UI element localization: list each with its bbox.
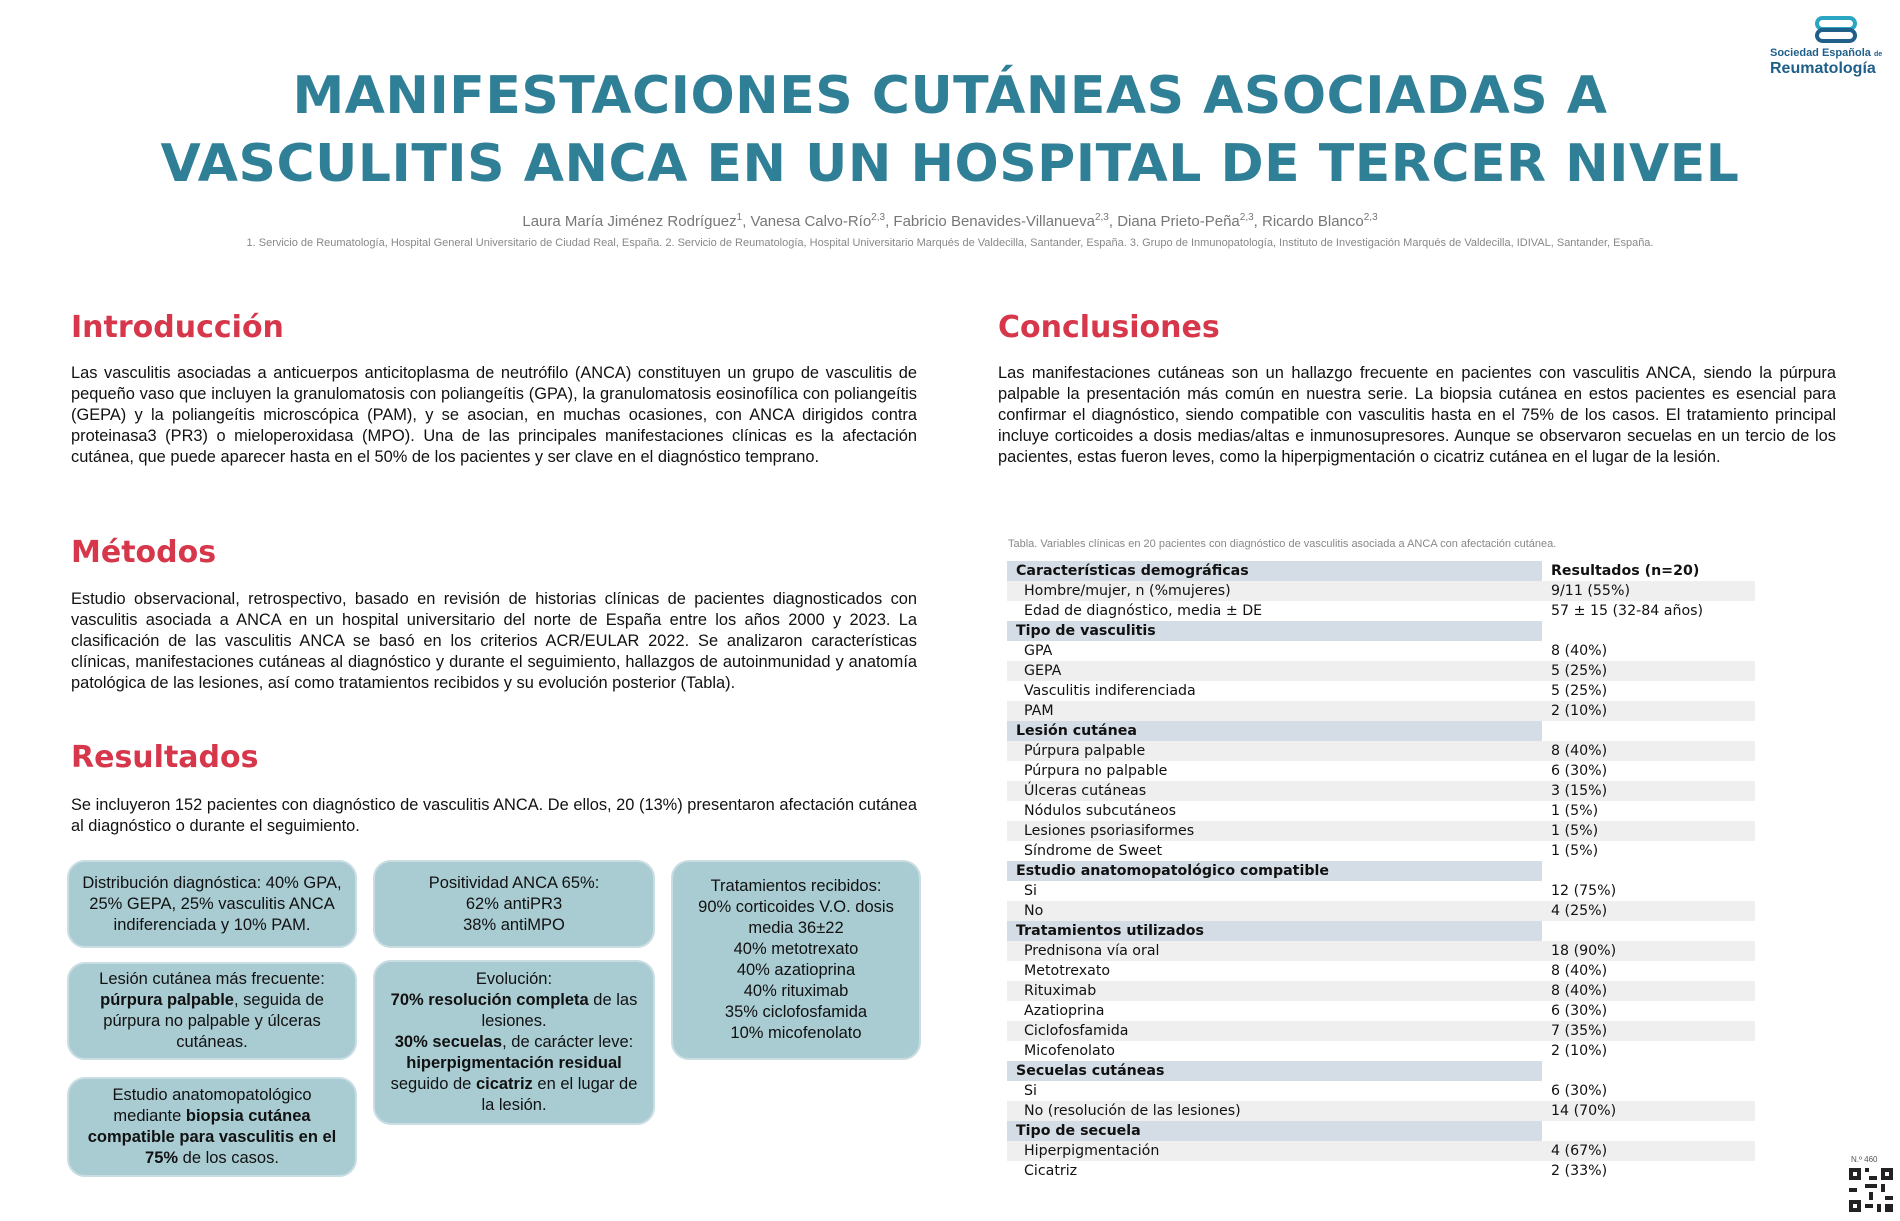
table-row (1007, 1081, 1755, 1101)
table-cell-result: 8 (40%) (1551, 643, 1608, 659)
table-row (1007, 581, 1755, 601)
table-cell-result: 7 (35%) (1542, 1021, 1755, 1041)
table-cell-result: 14 (70%) (1542, 1101, 1755, 1121)
table-cell-variable: Nódulos subcutáneos (1024, 803, 1177, 819)
anca-line: Positividad ANCA 65%: (428, 873, 600, 892)
table-section-row (1007, 721, 1755, 741)
table-section-row (1007, 921, 1755, 941)
table-row (1007, 841, 1755, 861)
treatment-line: 90% corticoides V.O. dosis media 36±22 (698, 898, 894, 937)
table-cell-result: 1 (5%) (1551, 843, 1599, 859)
poster-title-line1: MANIFESTACIONES CUTÁNEAS ASOCIADAS A (292, 66, 1608, 126)
table-row (1007, 781, 1755, 801)
table-row (1007, 981, 1755, 1001)
treatment-line: 10% micofenolato (730, 1024, 862, 1042)
distribution-text: Distribución diagnóstica: 40% GPA, 25% GEPA, 25% vasculitis ANCA indiferenciada y 10% PAM. (82, 873, 342, 934)
table-cell-variable: Si (1024, 1083, 1037, 1099)
poster-number: N.º 460 (1851, 1155, 1878, 1164)
table-cell-variable: PAM (1007, 701, 1542, 721)
logo-line2: Reumatología (1770, 60, 1876, 77)
results-text: Se incluyeron 152 pacientes con diagnóstico de vasculitis ANCA. De ellos, 20 (13%) presentaron afectación cutánea al diagnóstico o durante el seguimiento. (71, 796, 917, 835)
table-row (1007, 661, 1755, 681)
table-column-header (1542, 861, 1755, 881)
author: Vanesa Calvo-Río$^{2,3}$, (750, 212, 894, 230)
table-cell-variable: Cicatriz (1024, 1163, 1078, 1179)
table-row (1007, 641, 1755, 661)
treatment-line: 40% azatioprina (736, 961, 856, 979)
table-row (1007, 821, 1755, 841)
table-cell-variable: Vasculitis indiferenciada (1024, 683, 1196, 699)
table-cell-result: 5 (25%) (1542, 661, 1755, 681)
table-cell-result: 6 (30%) (1551, 1003, 1608, 1019)
table-section-label: Tipo de secuela (1007, 1121, 1542, 1141)
table-cell-result: 6 (30%) (1551, 763, 1608, 779)
table-section-label: Lesión cutánea (1007, 721, 1542, 741)
table-cell-result: 18 (90%) (1542, 941, 1755, 961)
table-section-label: Tratamientos utilizados (1007, 921, 1542, 941)
table-cell-result: 8 (40%) (1542, 981, 1755, 1001)
table-row (1007, 741, 1755, 761)
conclusions-text: Las manifestaciones cutáneas son un hallazgo frecuente en pacientes con vasculitis ANCA, siendo la púrpura palpable la presentación más común en nuestra serie. La biopsia cutánea en estos pacientes es esencial para confirmar el diagnóstico, siendo compatible con vasculitis hasta en el 75% de los casos. El tratamiento principal incluye corticoides a dosis medias/altas e inmunosupresores. Aunque se observaron secuelas en un tercio de los pacientes, estas fueron leves, como la hiperpigmentación o cicatriz cutánea en el lugar de la lesión. (998, 364, 1836, 466)
table-cell-result: 3 (15%) (1542, 781, 1755, 801)
table-section-row (1007, 861, 1755, 881)
table-row (1007, 1161, 1755, 1181)
anca-line: 62% antiPR3 (465, 894, 563, 913)
table-cell-result: 5 (25%) (1551, 683, 1608, 699)
table-cell-variable: Púrpura palpable (1007, 741, 1542, 761)
treatment-line: Tratamientos recibidos: (710, 877, 882, 895)
treatment-line: 40% metotrexato (733, 940, 859, 958)
table-section-label: Tipo de vasculitis (1007, 621, 1542, 641)
pathology-box: Estudio anatomopatológico mediante biopsia cutánea compatible para vasculitis en el 75% de los casos. (67, 1077, 357, 1177)
table-cell-variable: GPA (1024, 643, 1053, 659)
authors (0, 212, 1900, 230)
society-logo (1770, 16, 1892, 78)
table-cell-variable: Úlceras cutáneas (1007, 781, 1542, 801)
author: Diana Prieto-Peña$^{2,3}$, (1117, 212, 1263, 230)
table-column-header (1542, 721, 1755, 741)
results-heading: Resultados (71, 740, 259, 775)
affiliations: 1. Servicio de Reumatología, Hospital General Universitario de Ciudad Real, España. 2. Servicio de Reumatología, Hospital Universitario Marqués de Valdecilla, Santander, España. 3. Grupo de Inmunopatología, Instituto de Investigación Marqués de Valdecilla, IDIVAL, Santander, España. (246, 237, 1654, 249)
table-cell-variable: Ciclofosfamida (1007, 1021, 1542, 1041)
qr-area (1843, 1155, 1897, 1217)
evolution-box: Evolución: 70% resolución completa de las lesiones. 30% secuelas, de carácter leve: hiperpigmentación residual seguido de cicatriz en el lugar de la lesión. (373, 960, 655, 1125)
table-row (1007, 1041, 1755, 1061)
table-section-label: Características demográficas (1007, 561, 1542, 581)
conclusions-heading: Conclusiones (998, 310, 1220, 345)
table-section-label: Secuelas cutáneas (1007, 1061, 1542, 1081)
table-row (1007, 1141, 1755, 1161)
table-cell-variable: Rituximab (1007, 981, 1542, 1001)
table-row (1007, 1001, 1755, 1021)
table-section-row (1007, 1061, 1755, 1081)
author: Ricardo Blanco$^{2,3}$ (1262, 212, 1378, 230)
table-cell-result: 2 (33%) (1551, 1163, 1608, 1179)
logo-line1: Sociedad Española de (1770, 47, 1883, 59)
table-section-row (1007, 1121, 1755, 1141)
treatment-line: 35% ciclofosfamida (724, 1003, 868, 1021)
anca-line: 38% antiMPO (463, 915, 565, 934)
table-column-header (1542, 921, 1755, 941)
table-row (1007, 801, 1755, 821)
table-cell-result: 1 (5%) (1542, 821, 1755, 841)
distribution-box (67, 860, 357, 948)
table-cell-result: 8 (40%) (1542, 741, 1755, 761)
table-row (1007, 881, 1755, 901)
table-cell-result: 57 ± 15 (32-84 años) (1551, 603, 1704, 619)
table-cell-result: 2 (10%) (1551, 1043, 1608, 1059)
table-cell-variable: Hombre/mujer, n (%mujeres) (1007, 581, 1542, 601)
table-cell-result: 8 (40%) (1551, 963, 1608, 979)
table-cell-result: 2 (10%) (1542, 701, 1755, 721)
table-row (1007, 701, 1755, 721)
table-column-header (1542, 1061, 1755, 1081)
table-cell-variable: No (1007, 901, 1542, 921)
intro-heading: Introducción (71, 310, 284, 345)
table-cell-variable: Metotrexato (1024, 963, 1111, 979)
table-row (1007, 901, 1755, 921)
table-cell-variable: Si (1024, 883, 1037, 899)
table-cell-result: 9/11 (55%) (1542, 581, 1755, 601)
table-row (1007, 1101, 1755, 1121)
table-row (1007, 941, 1755, 961)
author: Laura María Jiménez Rodríguez$^1$, (522, 212, 751, 230)
table-cell-variable: GEPA (1007, 661, 1542, 681)
methods-heading: Métodos (71, 535, 217, 570)
table-section-label: Estudio anatomopatológico compatible (1007, 861, 1542, 881)
table-cell-result: 12 (75%) (1551, 883, 1617, 899)
table-section-row (1007, 561, 1755, 581)
table-cell-variable: Lesiones psoriasiformes (1007, 821, 1542, 841)
table-section-row (1007, 621, 1755, 641)
qr-code-icon (1849, 1168, 1893, 1212)
table-row (1007, 681, 1755, 701)
table-column-header (1542, 621, 1755, 641)
table-cell-variable: Hiperpigmentación (1007, 1141, 1542, 1161)
methods-text: Estudio observacional, retrospectivo, basado en revisión de historias clínicas de pacientes diagnosticados con vasculitis asociada a ANCA en un hospital universitario del norte de España entre los años 2000 y 2023. La clasificación de las vasculitis ANCA se basó en los criterios ACR/EULAR 2022. Se analizaron características clínicas, manifestaciones cutáneas al diagnóstico y durante el seguimiento, hallazgos de autoinmunidad y anatomía patológica de las lesiones, así como tratamientos recibidos y su evolución posterior (Tabla). (71, 590, 917, 692)
table-cell-variable: Azatioprina (1024, 1003, 1105, 1019)
treatments-box (671, 860, 921, 1060)
lesion-box: Lesión cutánea más frecuente: púrpura palpable, seguida de púrpura no palpable y úlceras cutáneas. (67, 962, 357, 1060)
table-cell-result: 4 (67%) (1542, 1141, 1755, 1161)
poster-title-line2: VASCULITIS ANCA EN UN HOSPITAL DE TERCER NIVEL (160, 134, 1740, 194)
clinical-variables-table (1007, 561, 1755, 1181)
table-cell-variable: No (resolución de las lesiones) (1007, 1101, 1542, 1121)
table-column-header (1542, 1121, 1755, 1141)
table-column-header: Resultados (n=20) (1542, 561, 1755, 581)
poster-title (0, 62, 1900, 198)
table-cell-variable: Micofenolato (1024, 1043, 1115, 1059)
table-cell-result: 4 (25%) (1542, 901, 1755, 921)
table-cell-result: 6 (30%) (1551, 1083, 1608, 1099)
table-row (1007, 1021, 1755, 1041)
intro-text: Las vasculitis asociadas a anticuerpos anticitoplasma de neutrófilo (ANCA) constituyen un grupo de vasculitis de pequeño vaso que incluyen la granulomatosis con poliangeítis (GPA), la granulomatosis eosinofílica con poliangeítis (GEPA) y la poliangeítis microscópica (PAM), y se asocian, en muchas ocasiones, con ANCA dirigidos contra proteinasa3 (PR3) o mieloperoxidasa (MPO). Una de las principales manifestaciones clínicas es la afectación cutánea, que puede aparecer hasta en el 50% de los pacientes y ser clave en el diagnóstico temprano. (71, 364, 917, 466)
table-row (1007, 761, 1755, 781)
table-cell-variable: Edad de diagnóstico, media ± DE (1024, 603, 1263, 619)
treatment-line: 40% rituximab (743, 982, 849, 1000)
table-caption: Tabla. Variables clínicas en 20 pacientes con diagnóstico de vasculitis asociada a ANCA con afectación cutánea. (1008, 538, 1557, 550)
table-row (1007, 961, 1755, 981)
table-cell-variable: Prednisona vía oral (1007, 941, 1542, 961)
logo-mark-icon (1814, 16, 1860, 46)
table-row (1007, 601, 1755, 621)
author: Fabricio Benavides-Villanueva$^{2,3}$, (893, 212, 1118, 230)
table-cell-variable: Síndrome de Sweet (1024, 843, 1163, 859)
table-cell-variable: Púrpura no palpable (1024, 763, 1168, 779)
anca-box (373, 860, 655, 948)
table-cell-result: 1 (5%) (1551, 803, 1599, 819)
